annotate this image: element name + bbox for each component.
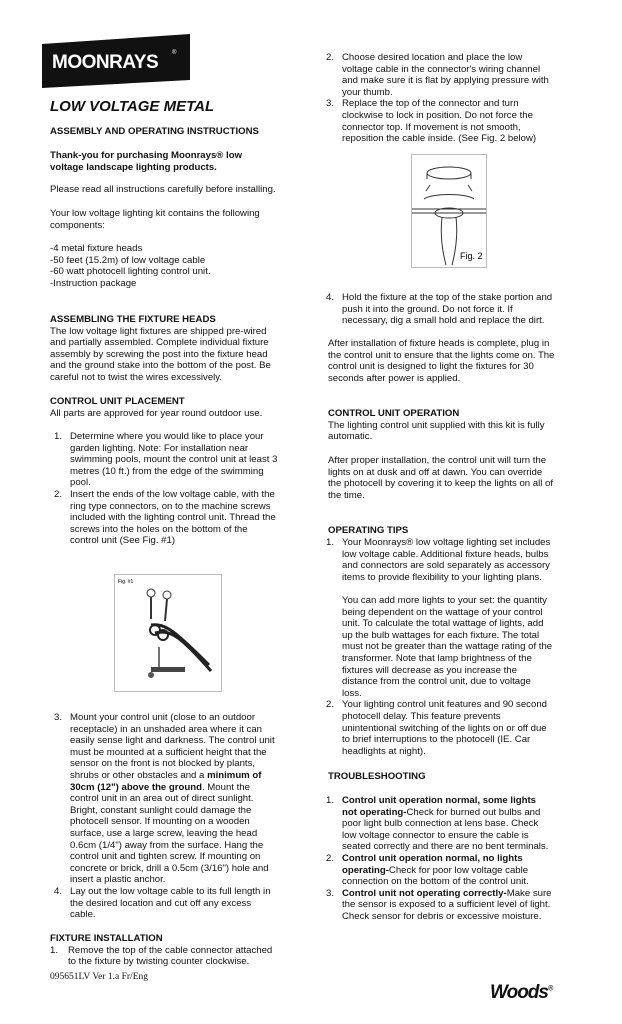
list-item: 2. Your lighting control unit features and 90 second photocell delay. This feature prevents unintentional switching of the lights on or off due to brief interruptions to the photocell (IE. Car headlights at night). — [326, 699, 547, 757]
list-item: 1. Control unit operation normal, some lights not operating-Check for burned out bulbs and poor light bulb connection at lens base. Check low voltage connector to ensure the cable is seated correctly and there are no bent terminals. — [326, 795, 549, 853]
component-item: -60 watt photocell lighting control unit. — [50, 266, 211, 278]
body-line: careful not to twist the wires excessively. — [50, 371, 223, 383]
svg-text:MOONRAYS: MOONRAYS — [52, 52, 159, 73]
woods-logo — [490, 982, 552, 1004]
body-line: seconds after power is applied. — [328, 372, 461, 384]
list-item: 2. Choose desired location and place the low voltage cable in the connector's wiring channel and make sure it is flat by applying pressure with your thumb. — [326, 52, 549, 98]
heading-tips: OPERATING TIPS — [328, 525, 409, 536]
list-item: 4. Lay out the low voltage cable to its full length in the desired location and cut off any excess cable. — [54, 885, 271, 921]
troubleshooting-list — [322, 795, 578, 923]
tips-list — [322, 537, 578, 757]
woods-registered-mark: ® — [547, 985, 553, 993]
component-item: -4 metal fixture heads — [50, 243, 143, 254]
component-item: -Instruction package — [50, 277, 137, 289]
body-line: the photocell by covering it to keep the lights on all of — [328, 478, 554, 490]
body-line: The low voltage light fixtures are shipped pre-wired — [50, 325, 267, 337]
kit-line: components: — [50, 219, 105, 231]
body-line: assembly by screwing the post into the fixture head — [50, 348, 268, 360]
body-line: lights on at dusk and off at dawn. You can override — [328, 466, 543, 478]
placement-steps-cont — [50, 712, 300, 921]
body-line: the time. — [328, 489, 365, 501]
thanks-line: voltage landscape lighting products. — [50, 161, 217, 173]
list-item: 3. Control unit not operating correctly-Make sure the sensor is exposed to a sufficient level of light. Check sensor for debris or excessive moisture. — [326, 887, 552, 922]
placement-steps — [50, 431, 300, 547]
install-steps-cont — [322, 52, 578, 145]
list-item: 1. Remove the top of the cable connector attached to the fixture by twisting counter clockwise. — [50, 944, 273, 968]
list-item: 3. Replace the top of the connector and turn clockwise to lock in position. Do not force the connector top. If movement is not smooth, reposition the cable inside. (See Fig. 2 below) — [326, 98, 537, 145]
body-line: and the ground stake into the bottom of the post. Be — [50, 360, 271, 372]
document-title: LOW VOLTAGE METAL — [50, 98, 215, 115]
list-item: 2. Insert the ends of the low voltage cable, with the ring type connectors, on to the machine screws included with the lighting control unit. Thread the screws into the holes on the bottom of the control unit (See Fig. #1) — [54, 488, 276, 547]
read-all-note: Please read all instructions carefully before installing. — [50, 184, 276, 195]
list-item: 4. Hold the fixture at the top of the stake portion and push it into the ground. Do not force it. If necessary, dig a small hold and replace the dirt. — [326, 292, 553, 327]
placement-intro: All parts are approved for year round outdoor use. — [50, 407, 263, 419]
document-code: 095651LV Ver 1.a Fr/Eng — [50, 972, 148, 982]
heading-placement: CONTROL UNIT PLACEMENT — [50, 396, 185, 407]
figure-2-label: Fig. 2 — [460, 251, 483, 261]
thanks-line: Thank-you for purchasing Moonrays® low — [50, 150, 243, 161]
list-item: 2. Control unit operation normal, no lights operating-Check for poor low voltage cable connection on the bottom of the control unit. — [326, 852, 529, 888]
figure-2 — [411, 154, 487, 268]
body-line: and partially assembled. Complete individual fixture — [50, 337, 269, 349]
svg-text:®: ® — [172, 50, 177, 56]
body-line: automatic. — [328, 431, 373, 443]
woods-logo-text: Woods — [490, 982, 548, 1003]
body-line: The lighting control unit supplied with this kit is fully — [328, 419, 545, 431]
list-item: 3. Mount your control unit (close to an outdoor receptacle) in an unshaded area where it can easily sense light and darkness. The control unit must be mounted at a sufficient height that the sensor on the front is not blocked by plants, shrubs or other obstacles and a minimum of 30cm (12") above the ground. Mount the control unit in an area out of direct sunlight. Bright, constant sunlight could damage the photocell sensor. If mounting on a wooden surface, use a large screw, leaving the head 0.6cm (1/4") away from the surface. Hang the control unit and tighten screw. If mounting on concrete or brick, drill a 0.5cm (3/16") hole and insert a plastic anchor. — [54, 712, 275, 886]
list-item: 1. Determine where you would like to place your garden lighting. Note: For installation near swimming pools, mount the control unit at least 3 metres (10 ft.) from the edge of the swimming pool. — [54, 431, 278, 489]
heading-operation: CONTROL UNIT OPERATION — [328, 408, 460, 419]
body-line: After installation of fixture heads is complete, plug in — [328, 338, 550, 349]
heading-fixture-install: FIXTURE INSTALLATION — [50, 933, 163, 944]
heading-assembly: ASSEMBLY AND OPERATING INSTRUCTIONS — [50, 126, 259, 137]
figure-1-label: Fig. #1 — [118, 579, 134, 585]
components-list — [50, 243, 300, 289]
body-line: control unit is designed to light the fixtures for 30 — [328, 361, 534, 373]
heading-fixture-heads: ASSEMBLING THE FIXTURE HEADS — [50, 314, 216, 325]
figure-1 — [114, 574, 222, 692]
body-line: After proper installation, the control unit will turn the — [328, 455, 547, 466]
install-step-4 — [322, 292, 578, 327]
kit-line: Your low voltage lighting kit contains the following — [50, 208, 260, 219]
install-steps — [50, 945, 300, 968]
list-item: 1. Your Moonrays® low voltage lighting set includes low voltage cable. Additional fixture heads, bulbs and connectors are sold separately as accessory items to provide flexibility to your lighting plans. You can add more lights to your set: the quantity being dependent on the wattage of your control unit. To calculate the total wattage of lights, add up the bulb wattages for each fixture. The total must not be greater than the wattage rating of the transformer. Note that lamp brightness of the fixtures will decrease as you increase the distance from the control unit, due to voltage loss. — [326, 537, 553, 699]
component-item: -50 feet (15.2m) of low voltage cable — [50, 254, 206, 266]
moonrays-logo — [42, 34, 190, 88]
heading-troubleshooting: TROUBLESHOOTING — [328, 771, 426, 782]
body-line: the control unit to ensure that the lights come on. The — [328, 349, 555, 361]
